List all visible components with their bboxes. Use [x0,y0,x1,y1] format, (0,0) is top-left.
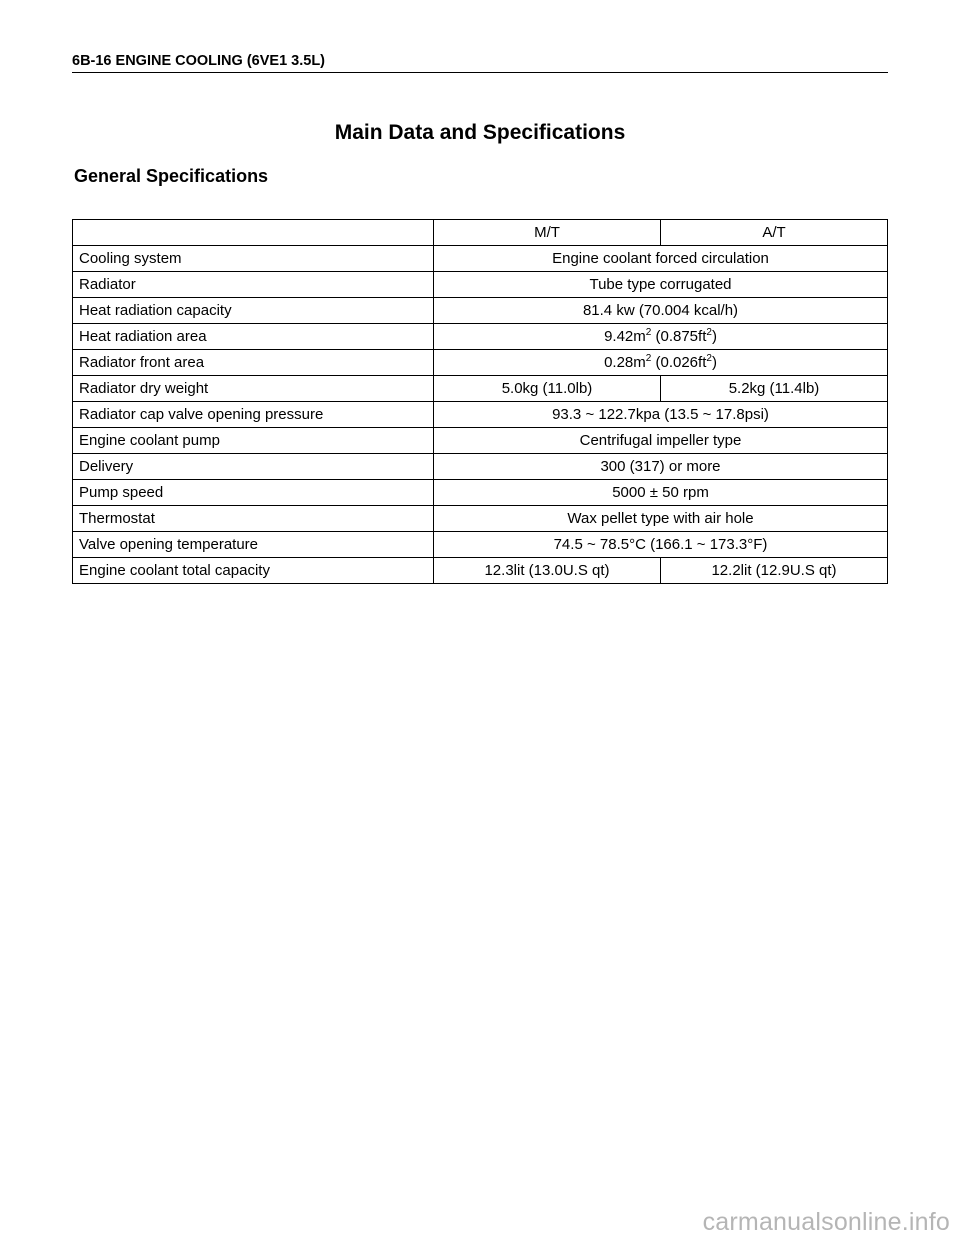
row-label: Radiator front area [73,350,434,376]
row-label: Delivery [73,454,434,480]
row-value: Engine coolant forced circulation [434,246,888,272]
column-header-blank [73,220,434,246]
table-row [73,324,888,350]
table-row [73,376,888,402]
column-header-mt: M/T [434,220,661,246]
watermark: carmanualsonline.info [702,1208,950,1236]
row-value-at: 12.2lit (12.9U.S qt) [661,558,888,584]
table-row [73,532,888,558]
row-value-mt: 5.0kg (11.0lb) [434,376,661,402]
table-row [73,272,888,298]
row-label: Cooling system [73,246,434,272]
table-row [73,246,888,272]
table-row [73,506,888,532]
row-label: Engine coolant total capacity [73,558,434,584]
row-value: 5000 ± 50 rpm [434,480,888,506]
page-header: 6B-16 ENGINE COOLING (6VE1 3.5L) [72,53,888,73]
table-row [73,428,888,454]
row-value: 81.4 kw (70.004 kcal/h) [434,298,888,324]
specifications-table [72,219,888,584]
row-label: Heat radiation capacity [73,298,434,324]
table-row [73,350,888,376]
table-header-row [73,220,888,246]
section-heading: General Specifications [74,166,269,186]
row-value: 93.3 ~ 122.7kpa (13.5 ~ 17.8psi) [434,402,888,428]
row-value: 300 (317) or more [434,454,888,480]
table-row [73,480,888,506]
page-title: Main Data and Specifications [334,121,626,144]
row-label: Valve opening temperature [73,532,434,558]
row-label: Heat radiation area [73,324,434,350]
table-row [73,402,888,428]
row-value-at: 5.2kg (11.4lb) [661,376,888,402]
row-value-mt: 12.3lit (13.0U.S qt) [434,558,661,584]
row-label: Engine coolant pump [73,428,434,454]
table-row [73,454,888,480]
row-value: Centrifugal impeller type [434,428,888,454]
row-label: Radiator [73,272,434,298]
row-value: Tube type corrugated [434,272,888,298]
row-value: $9.42m^2$ $(0.875ft^2)$ [434,324,888,350]
row-label: Pump speed [73,480,434,506]
column-header-at: A/T [661,220,888,246]
row-label: Radiator dry weight [73,376,434,402]
row-value: 74.5 ~ 78.5°C (166.1 ~ 173.3°F) [434,532,888,558]
row-value: $0.28m^2$ $(0.026ft^2)$ [434,350,888,376]
table-row [73,298,888,324]
row-value: Wax pellet type with air hole [434,506,888,532]
row-label: Thermostat [73,506,434,532]
row-label: Radiator cap valve opening pressure [73,402,434,428]
table-row [73,558,888,584]
